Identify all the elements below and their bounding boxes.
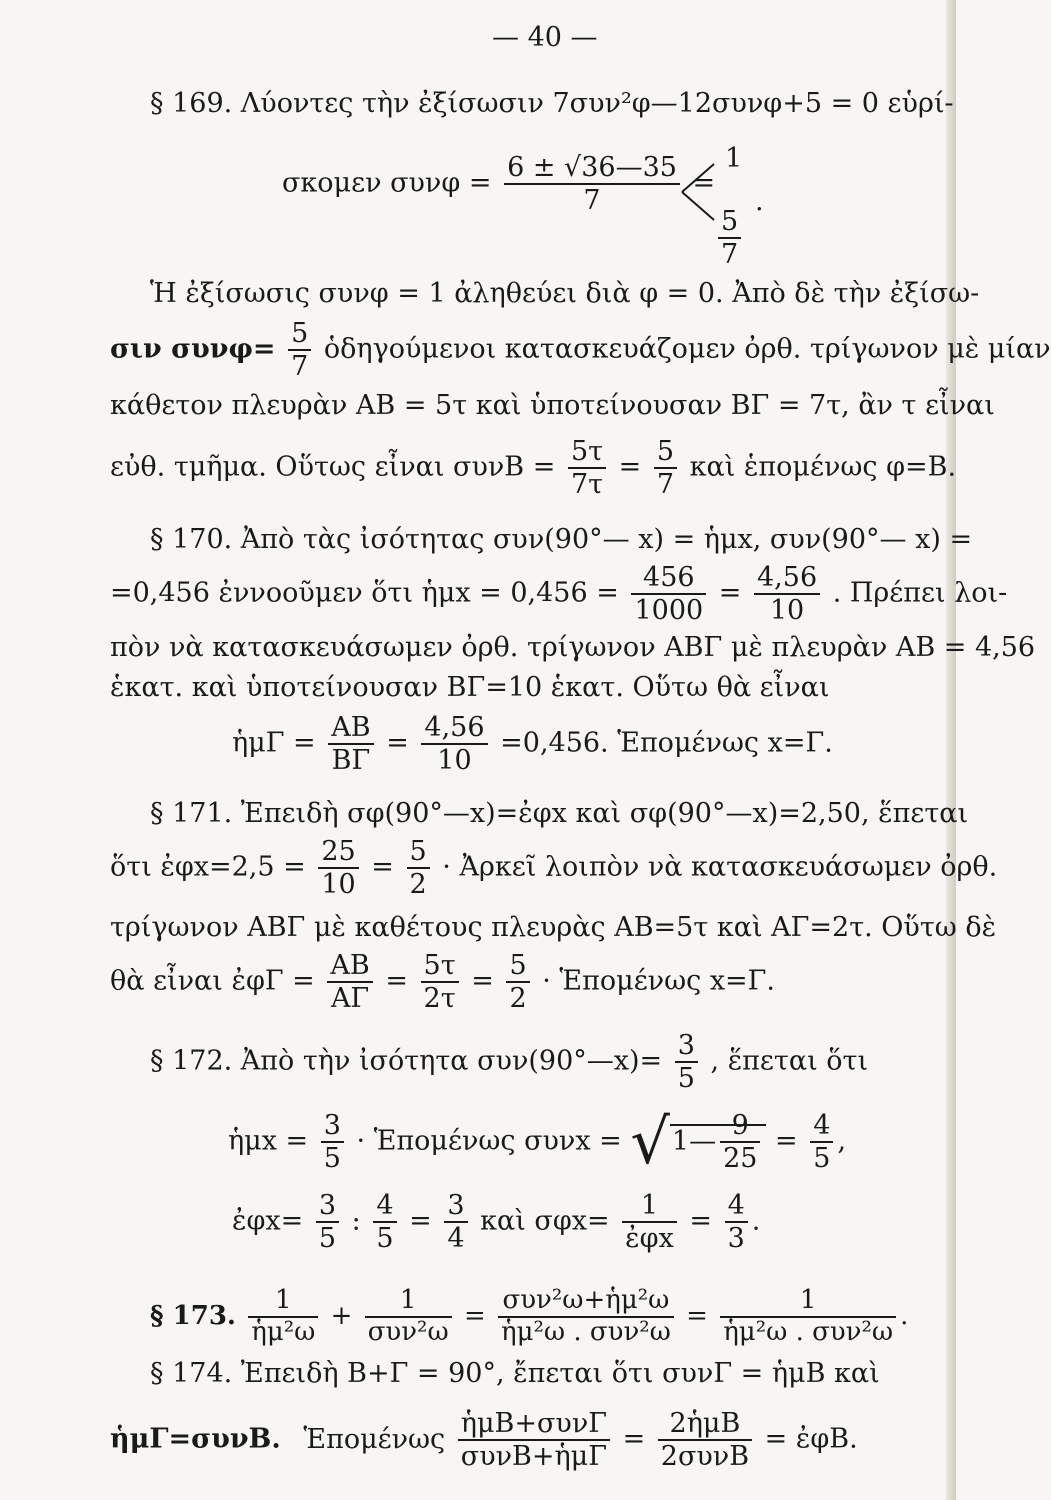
- s169-bottom-fraction: [718, 206, 741, 270]
- s172-line2-comma: ,: [837, 1125, 847, 1157]
- s173-label: § 173.: [150, 1300, 236, 1331]
- s171-line4-den2: 2τ: [423, 983, 456, 1015]
- s172-line2-num1: 3: [321, 1110, 344, 1143]
- s172-line3-dot: .: [751, 1205, 761, 1237]
- s172-line3-num2: 4: [373, 1190, 396, 1223]
- s172-line2-eq: =: [775, 1125, 798, 1157]
- s172-line1: [150, 1030, 868, 1094]
- s171-line1: § 171. Ἐπειδὴ σφ(90°—x)=ἐφx καὶ σφ(90°—x)=2,50, ἕπεται: [150, 798, 969, 829]
- s172-line2-den3: 5: [813, 1143, 831, 1175]
- s172-line3-mid: καὶ σφx=: [480, 1205, 610, 1237]
- s172-line2-num3: 4: [810, 1110, 833, 1143]
- s172-line3: [232, 1190, 760, 1254]
- s174-eq2: =: [764, 1423, 788, 1455]
- s171-line2-num2: 5: [407, 836, 430, 869]
- s174-num2: 2ἡμΒ: [658, 1408, 752, 1441]
- s170-line2-eq: =: [718, 577, 742, 609]
- s172-line1-num: 3: [675, 1030, 698, 1063]
- s169-line6: [110, 436, 956, 500]
- s170-line5-den1: ΒΓ: [331, 745, 371, 777]
- s171-line4-num1: ΑΒ: [327, 950, 372, 983]
- s172-line2-den2: 25: [723, 1143, 758, 1175]
- s169-line6-eq: =: [618, 451, 642, 483]
- s173-eq2: =: [686, 1300, 708, 1331]
- s169-line6-num1: 5τ: [568, 436, 606, 469]
- s173-line: [150, 1286, 908, 1348]
- s169-line1: § 169. Λύοντες τὴν ἐξίσωσιν 7συν²φ—12συνφ+5 = 0 εὑρί-: [150, 88, 954, 119]
- s169-lhs: σκομεν συνφ =: [282, 167, 492, 199]
- s171-line4-start: θὰ εἶναι ἐφΓ =: [110, 965, 315, 997]
- s169-dot: .: [755, 186, 764, 217]
- s172-line3-start: ἐφx=: [232, 1205, 304, 1237]
- s171-line2-den2: 2: [409, 869, 427, 901]
- s169-equals: =: [692, 167, 716, 199]
- s172-line3-den1: 5: [318, 1223, 337, 1255]
- s170-line2-end: . Πρέπει λοι-: [832, 577, 1008, 609]
- s169-line4: [110, 318, 1051, 382]
- s169-bottom-num: 5: [718, 206, 741, 239]
- s173-eq1: =: [463, 1300, 486, 1331]
- s170-line2-num1: 456: [631, 562, 706, 595]
- s172-line3-den3: 4: [447, 1223, 465, 1255]
- s171-line4-den1: ΑΓ: [330, 983, 370, 1015]
- s170-line5-eq: =: [386, 727, 409, 759]
- s170-line5-num1: ΑΒ: [328, 712, 373, 745]
- s172-line3-num5: 4: [725, 1190, 748, 1223]
- s171-line4-eq2: =: [471, 965, 494, 997]
- s169-numerator: 6 ± √36—35: [504, 152, 680, 185]
- s173-num4: 1: [720, 1286, 896, 1318]
- s170-line2-start: =0,456 ἐννοοῦμεν ὅτι ἡμx = 0,456 =: [110, 577, 619, 609]
- s174-line2-start: ἡμΓ=συνΒ.: [110, 1423, 281, 1455]
- s169-top-value: 1: [725, 143, 743, 174]
- s174-line1: § 174. Ἐπειδὴ Β+Γ = 90°, ἔπεται ὅτι συνΓ = ἡμΒ καὶ: [150, 1358, 880, 1389]
- s172-line1-start: § 172. Ἀπὸ τὴν ἰσότητα συν(90°—x)=: [150, 1045, 663, 1077]
- s169-line4-start: σιν συνφ=: [110, 333, 276, 365]
- page-edge-shadow: [946, 0, 956, 1500]
- s170-line2-den2: 10: [769, 595, 805, 627]
- s170-line4: ἑκατ. καὶ ὑποτείνουσαν ΒΓ=10 ἑκατ. Οὕτω θὰ εἶναι: [110, 672, 830, 703]
- s169-line6-den2: 7: [656, 469, 675, 501]
- s173-den1: ἡμ²ω: [251, 1316, 316, 1347]
- s170-line1: § 170. Ἀπὸ τὰς ἰσότητας συν(90°— x) = ἡμx, συν(90°— x) =: [150, 524, 973, 555]
- s174-num1: ἡμΒ+συνΓ: [458, 1408, 610, 1441]
- s172-line3-den5: 3: [727, 1223, 745, 1255]
- s172-line3-eq: =: [409, 1205, 432, 1237]
- s172-line3-eq2: =: [689, 1205, 713, 1237]
- s172-line2-num2: 9: [720, 1110, 760, 1143]
- s172-line1-end: , ἕπεται ὅτι: [710, 1045, 869, 1077]
- s171-line4-eq1: =: [385, 965, 408, 997]
- s172-radicand: [670, 1110, 767, 1175]
- square-root-icon: √: [630, 1105, 670, 1179]
- s171-line2-start: ὅτι ἐφx=2,5 =: [110, 851, 306, 883]
- s174-den1: συνΒ+ἡμΓ: [460, 1441, 607, 1473]
- s173-dot: .: [900, 1300, 909, 1331]
- s173-den2: συν²ω: [367, 1316, 449, 1347]
- s171-line2-den1: 10: [321, 869, 356, 901]
- s173-den4: ἡμ²ω . συν²ω: [723, 1316, 894, 1347]
- s173-num1: 1: [248, 1286, 318, 1318]
- branch-bracket-icon: [678, 160, 718, 224]
- s169-denominator: 7: [583, 185, 601, 217]
- s169-line6-end: καὶ ἑπομένως φ=Β.: [689, 451, 957, 483]
- s169-formula: [282, 152, 715, 216]
- s171-line2: [110, 836, 997, 900]
- s172-line2: [228, 1105, 847, 1179]
- s169-bottom-den: 7: [721, 239, 739, 271]
- s172-radicand-one: 1—: [671, 1125, 717, 1157]
- s173-plus: +: [330, 1300, 353, 1331]
- s169-line6-den1: 7τ: [570, 469, 604, 501]
- s169-line4-den: 7: [291, 351, 309, 383]
- s172-line3-num1: 3: [316, 1190, 339, 1223]
- s174-line2-mid: Ἑπομένως: [303, 1423, 446, 1455]
- s173-den3: ἡμ²ω . συν²ω: [501, 1316, 671, 1347]
- s172-line2-mid: · Ἑπομένως συνx =: [356, 1125, 622, 1157]
- s171-line4-den3: 2: [509, 983, 527, 1015]
- s172-line3-den4: ἐφx: [625, 1223, 674, 1255]
- s171-line4-end: · Ἑπομένως x=Γ.: [542, 965, 775, 997]
- s172-line3-num4: 1: [622, 1190, 677, 1223]
- s170-line5-start: ἡμΓ =: [232, 727, 316, 759]
- s172-line3-num3: 3: [444, 1190, 467, 1223]
- s173-num2: 1: [365, 1286, 452, 1318]
- s170-line5: [232, 712, 833, 776]
- s172-line1-den: 5: [677, 1063, 695, 1095]
- s172-line3-den2: 5: [376, 1223, 394, 1255]
- s171-line4-num2: 5τ: [421, 950, 459, 983]
- s171-line2-eq: =: [371, 851, 394, 883]
- s170-line2: [110, 562, 1007, 626]
- s170-line3: πὸν νὰ κατασκευάσωμεν ὀρθ. τρίγωνον ΑΒΓ μὲ πλευρὰν ΑΒ = 4,56: [110, 632, 1036, 663]
- s169-line5: κάθετον πλευρὰν ΑΒ = 5τ καὶ ὑποτείνουσαν ΒΓ = 7τ, ἂν τ εἶναι: [110, 390, 995, 421]
- s170-line5-den2: 10: [437, 745, 472, 777]
- s170-line5-num2: 4,56: [421, 712, 487, 745]
- s171-line2-end: · Ἀρκεῖ λοιπὸν νὰ κατασκευάσωμεν ὀρθ.: [442, 851, 998, 883]
- s170-line2-num2: 4,56: [754, 562, 820, 595]
- s172-line2-den1: 5: [323, 1143, 341, 1175]
- page-number: — 40 —: [492, 22, 598, 53]
- s171-line3: τρίγωνον ΑΒΓ μὲ καθέτους πλευρὰς ΑΒ=5τ καὶ ΑΓ=2τ. Οὕτω δὲ: [110, 912, 997, 943]
- s169-line6-start: εὐθ. τμῆμα. Οὕτως εἶναι συνΒ =: [110, 451, 556, 483]
- s173-num3: συν²ω+ἡμ²ω: [498, 1286, 674, 1318]
- s169-line3: Ἡ ἐξίσωσις συνφ = 1 ἀληθεύει διὰ φ = 0. Ἀπὸ δὲ τὴν ἐξίσω-: [150, 278, 980, 309]
- s172-line2-start: ἡμx =: [228, 1125, 309, 1157]
- s174-line2: [110, 1408, 858, 1472]
- s172-line3-colon: :: [351, 1205, 361, 1237]
- s169-fraction: [504, 152, 680, 216]
- s170-line2-den1: 1000: [634, 595, 704, 627]
- s171-line4-num3: 5: [506, 950, 529, 983]
- s169-line4-num: 5: [288, 318, 311, 351]
- s174-eq1: =: [622, 1423, 646, 1455]
- s171-line2-num1: 25: [318, 836, 358, 869]
- s174-line2-end: ἐφΒ.: [795, 1423, 858, 1455]
- s171-line4: [110, 950, 775, 1014]
- s169-line4-end: ὁδηγούμενοι κατασκευάζομεν ὀρθ. τρίγωνον μὲ μίαν: [323, 333, 1051, 365]
- s170-line5-end: =0,456. Ἑπομένως x=Γ.: [500, 727, 833, 759]
- s169-line6-num2: 5: [654, 436, 677, 469]
- s174-den2: 2συνΒ: [660, 1441, 750, 1473]
